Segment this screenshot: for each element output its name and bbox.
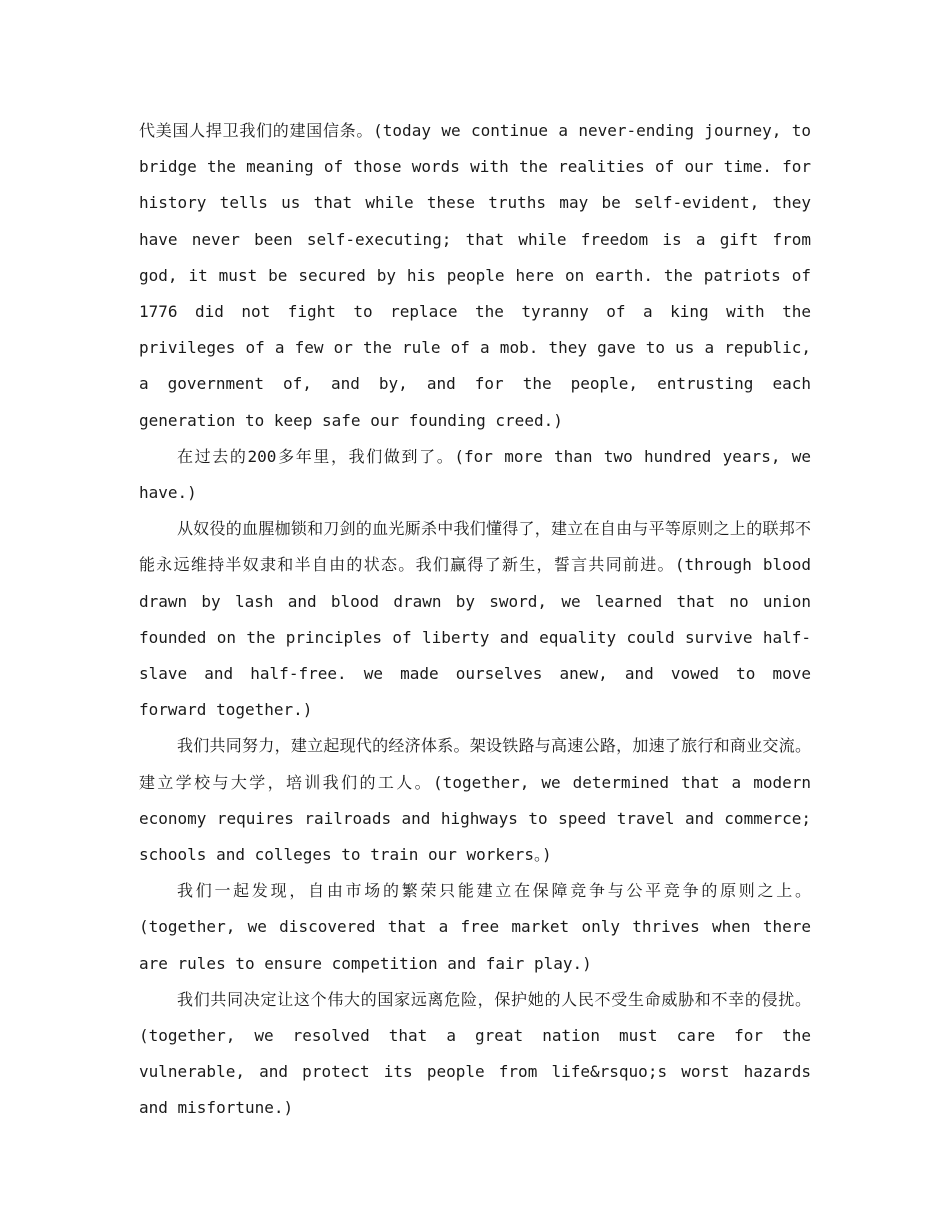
paragraph-3: 从奴役的血腥枷锁和刀剑的血光厮杀中我们懂得了，建立在自由与平等原则之上的联邦不能永远维持半奴隶和半自由的状态。我们赢得了新生，誓言共同前进。(through blood drawn by lash and blood drawn by sword, we learned that no union founded on the principles of liberty and equality could survive half-slave and half-free. we made ourselves anew, and vowed to move forward together.) (139, 519, 811, 720)
paragraph-1: 代美国人捍卫我们的建国信条。(today we continue a never-ending journey, to bridge the meaning of those words with the realities of our time. for history tells us that while these truths may be self-evident, they have never been self-executing; that while freedom is a gift from god, it must be secured by his people here on earth. the patriots of 1776 did not fight to replace the tyranny of a king with the privileges of a few or the rule of a mob. they gave to us a republic, a government of, and by, and for the people, entrusting each generation to keep safe our founding creed.) (139, 121, 811, 430)
paragraph-6: 我们共同决定让这个伟大的国家远离危险，保护她的人民不受生命威胁和不幸的侵扰。(together, we resolved that a great nation must care for the vulnerable, and protect its people from life&rsquo;s worst hazards and misfortune.) (139, 989, 811, 1118)
paragraph-4: 我们共同努力，建立起现代的经济体系。架设铁路与高速公路，加速了旅行和商业交流。建立学校与大学，培训我们的工人。(together, we determined that a modern economy requires railroads and highways to speed travel and commerce; schools and colleges to train our workers。) (139, 736, 811, 865)
body-text (139, 113, 811, 1127)
paragraph-5: 我们一起发现，自由市场的繁荣只能建立在保障竞争与公平竞争的原则之上。(together, we discovered that a free market only thrives when there are rules to ensure competition and fair play.) (139, 881, 811, 973)
paragraph-2: 在过去的200多年里，我们做到了。(for more than two hundred years, we have.) (139, 446, 811, 503)
